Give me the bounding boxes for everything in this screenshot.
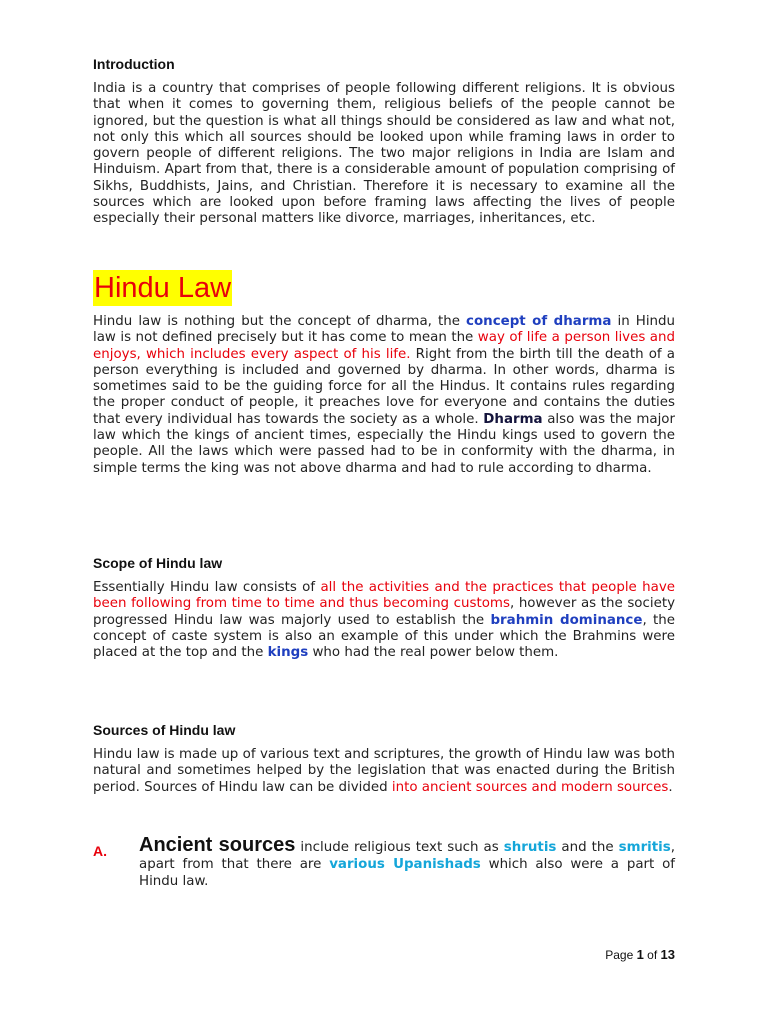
scope-heading: Scope of Hindu law <box>93 555 223 571</box>
text-run: and the <box>556 840 619 855</box>
introduction-paragraph: India is a country that comprises of people following different religions. It is obvious that when it comes to governing them, religious beliefs of the people cannot be ignored, but the question is what all things should be considered as law and what not, not only this which all sources should be looked upon while framing laws in order to govern people of different religions. The two major religions in India are Islam and Hinduism. Apart from that, there is a considerable amount of population comprising of Sikhs, Buddhists, Jains, and Christian. Therefore it is necessary to examine all the sources which are looked upon before framing laws affecting the lives of people especially their personal matters like divorce, marriages, inheritances, etc. <box>93 81 675 227</box>
highlight-ancient-and-modern-sources: into ancient sources and modern sources <box>391 779 669 795</box>
list-item-text <box>115 834 676 890</box>
text-run: , however as the society progressed Hindu law was majorly used to establish the <box>93 596 675 628</box>
text-run: Essentially Hindu law consists of <box>93 580 321 595</box>
introduction-heading: Introduction <box>93 56 175 72</box>
list-item-ancient-sources <box>93 834 676 890</box>
total-pages: 13 <box>660 947 675 962</box>
text-run: also was the major law which the kings of ancient times, especially the Hindu kings used to govern the people. All the laws which were passed had to be in conformity with the dharma, in simple terms the king was not above dharma and had to rule according to dharma. <box>93 411 676 476</box>
page-number-footer <box>605 947 675 962</box>
hindu-law-paragraph <box>93 314 675 477</box>
text-run: include religious text such as <box>295 840 504 855</box>
highlight-way-of-life: way of life a person lives and enjoys, which includes every aspect of his life. <box>93 330 675 362</box>
highlight-kings: kings <box>267 645 309 661</box>
text-run: , apart from that there are <box>139 840 676 872</box>
page-word: Page <box>605 948 637 962</box>
list-marker: A. <box>93 843 107 859</box>
text-run: which also were a part of Hindu law. <box>139 857 676 889</box>
ancient-sources-title: Ancient sources <box>139 834 296 856</box>
current-page: 1 <box>636 947 644 962</box>
highlight-various-upanishads: various Upanishads <box>329 857 481 872</box>
text-run: , the concept of caste system is also an example of this under which the Brahmins were placed at the top and the <box>93 612 675 661</box>
sources-heading: Sources of Hindu law <box>93 722 236 738</box>
highlight-brahmin-dominance: brahmin dominance <box>490 612 643 628</box>
hindu-law-title: Hindu Law <box>94 272 232 304</box>
highlight-smritis: smritis <box>618 840 671 855</box>
text-run: in Hindu law is not defined precisely but it has come to mean the <box>93 314 676 346</box>
text-run: Hindu law is made up of various text and scriptures, the growth of Hindu law was both natural and sometimes helped by the legislation that was enacted during the British period. Sources of Hindu law can be divided <box>93 747 675 795</box>
text-run: Right from the birth till the death of a person everything is included and governed by dharma. In other words, dharma is sometimes said to be the guiding force for all the Hindus. It contains rules regarding the proper conduct of people, it preaches love for everyone and contains the duties that every individual has towards the society as a whole. <box>93 346 675 427</box>
text-run: . <box>668 779 673 795</box>
highlight-dharma: Dharma <box>483 411 543 427</box>
scope-paragraph <box>93 580 675 661</box>
text-run: who had the real power below them. <box>308 645 559 661</box>
highlight-concept-of-dharma: concept of dharma <box>466 314 612 329</box>
highlight-activities-and-practices: all the activities and the practices that people have been following from time to time and thus becoming customs <box>93 580 676 612</box>
of-word: of <box>643 948 661 962</box>
sources-paragraph <box>93 747 675 796</box>
highlight-shrutis: shrutis <box>503 840 557 855</box>
text-run: Hindu law is nothing but the concept of dharma, the <box>93 314 467 329</box>
